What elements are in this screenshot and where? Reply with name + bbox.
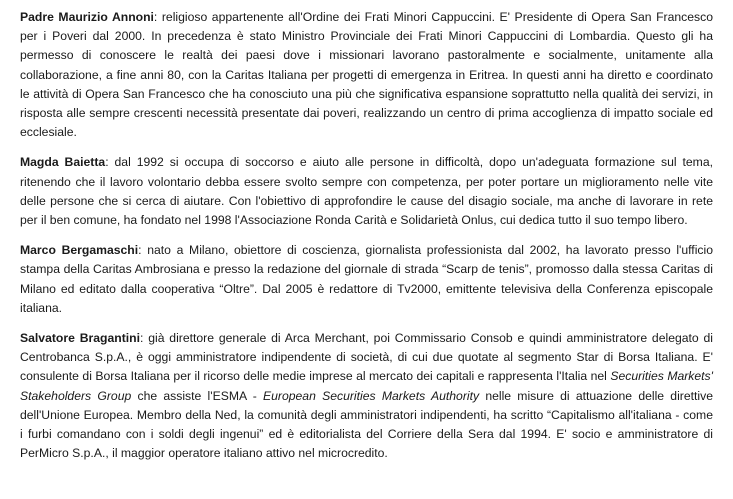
bio-text-segment: che assiste l'ESMA - <box>131 388 263 403</box>
bio-paragraph-padre-maurizio-annoni <box>20 8 713 142</box>
bio-text-segment: : nato a Milano, obiettore di coscienza, giornalista professionista dal 2002, ha lavorato presso l'ufficio stampa della Caritas Ambrosiana e presso la redazione del giornale di strada “Scarp de tenis”, promosso dalla stessa Caritas di Milano ed editato dalla cooperativa “Oltre”. Dal 2005 è redattore di Tv2000, emittente televisiva della Conferenza episcopale italiana. <box>20 243 713 315</box>
bio-paragraph-marco-bergamaschi <box>20 241 713 318</box>
bio-paragraph-magda-baietta <box>20 153 713 230</box>
person-name: Padre Maurizio Annoni <box>20 10 154 24</box>
bio-text-segment: nelle misure di attuazione delle direttive dell'Unione Europea. Membro della Ned, la comunità degli amministratori indipendenti, ha scritto “Capitalismo all'italiana - come i furbi comandano con i soldi degli ingenui” ed è editorialista del Corriere della Sera dal 1994. E' socio e amministratore di PerMicro S.p.A., il maggior operatore italiano attivo nel microcredito. <box>20 388 713 461</box>
bio-text-segment: : religioso appartenente all'Ordine dei Frati Minori Cappuccini. E' Presidente di Opera San Francesco per i Poveri dal 2000. In precedenza è stato Ministro Provinciale dei Frati Minori Cappuccini di Lombardia. Questo gli ha permesso di conoscere le realtà dei paesi dove i missionari lavorano pastoralmente e socialmente, unitamente alla collaborazione, a fine anni 80, con la Caritas Italiana per progetti di emergenza in Eritrea. In questi anni ha diretto e coordinato le attività di Opera San Francesco che ha conosciuto una più che significativa espansione soprattutto nella qualità dei servizi, in risposta alle sempre crescenti necessità presentate dai poveri, realizzando un centro di prima accoglienza di impatto sociale ed ecclesiale. <box>20 10 713 140</box>
bio-text-segment: : dal 1992 si occupa di soccorso e aiuto alle persone in difficoltà, dopo un'adeguata formazione sul tema, ritenendo che il lavoro volontario debba essere svolto sempre con competenza, per poter portare un miglioramento nelle vite delle persone che si cerca di aiutare. Con l'obiettivo di approfondire le cause del disagio sociale, ma anche di lavorare in rete per il ben comune, ha fondato nel 1998 l'Associazione Ronda Carità e Solidarietà Onlus, cui dedica tutto il suo tempo libero. <box>20 155 713 228</box>
bio-text-segment-italic: European Securities Markets Authority <box>263 388 480 403</box>
bio-text-segment-italic: Securities Markets' Stakeholders Group <box>20 369 713 403</box>
bio-text-segment: : già direttore generale di Arca Merchant, poi Commissario Consob e quindi amministratore delegato di Centrobanca S.p.A., è oggi amministratore indipendente di società, di cui due quotate al segmento Star di Borsa Italiana. E' consulente di Borsa Italiana per il ricorso delle medie imprese al mercato dei capitali e rappresenta l'Italia nel <box>20 331 714 384</box>
bio-paragraph-salvatore-bragantini <box>20 329 713 463</box>
bio-paragraph-list <box>20 8 713 463</box>
person-name: Marco Bergamaschi <box>20 243 139 258</box>
person-name: Magda Baietta <box>20 155 106 170</box>
person-name: Salvatore Bragantini <box>20 331 140 346</box>
